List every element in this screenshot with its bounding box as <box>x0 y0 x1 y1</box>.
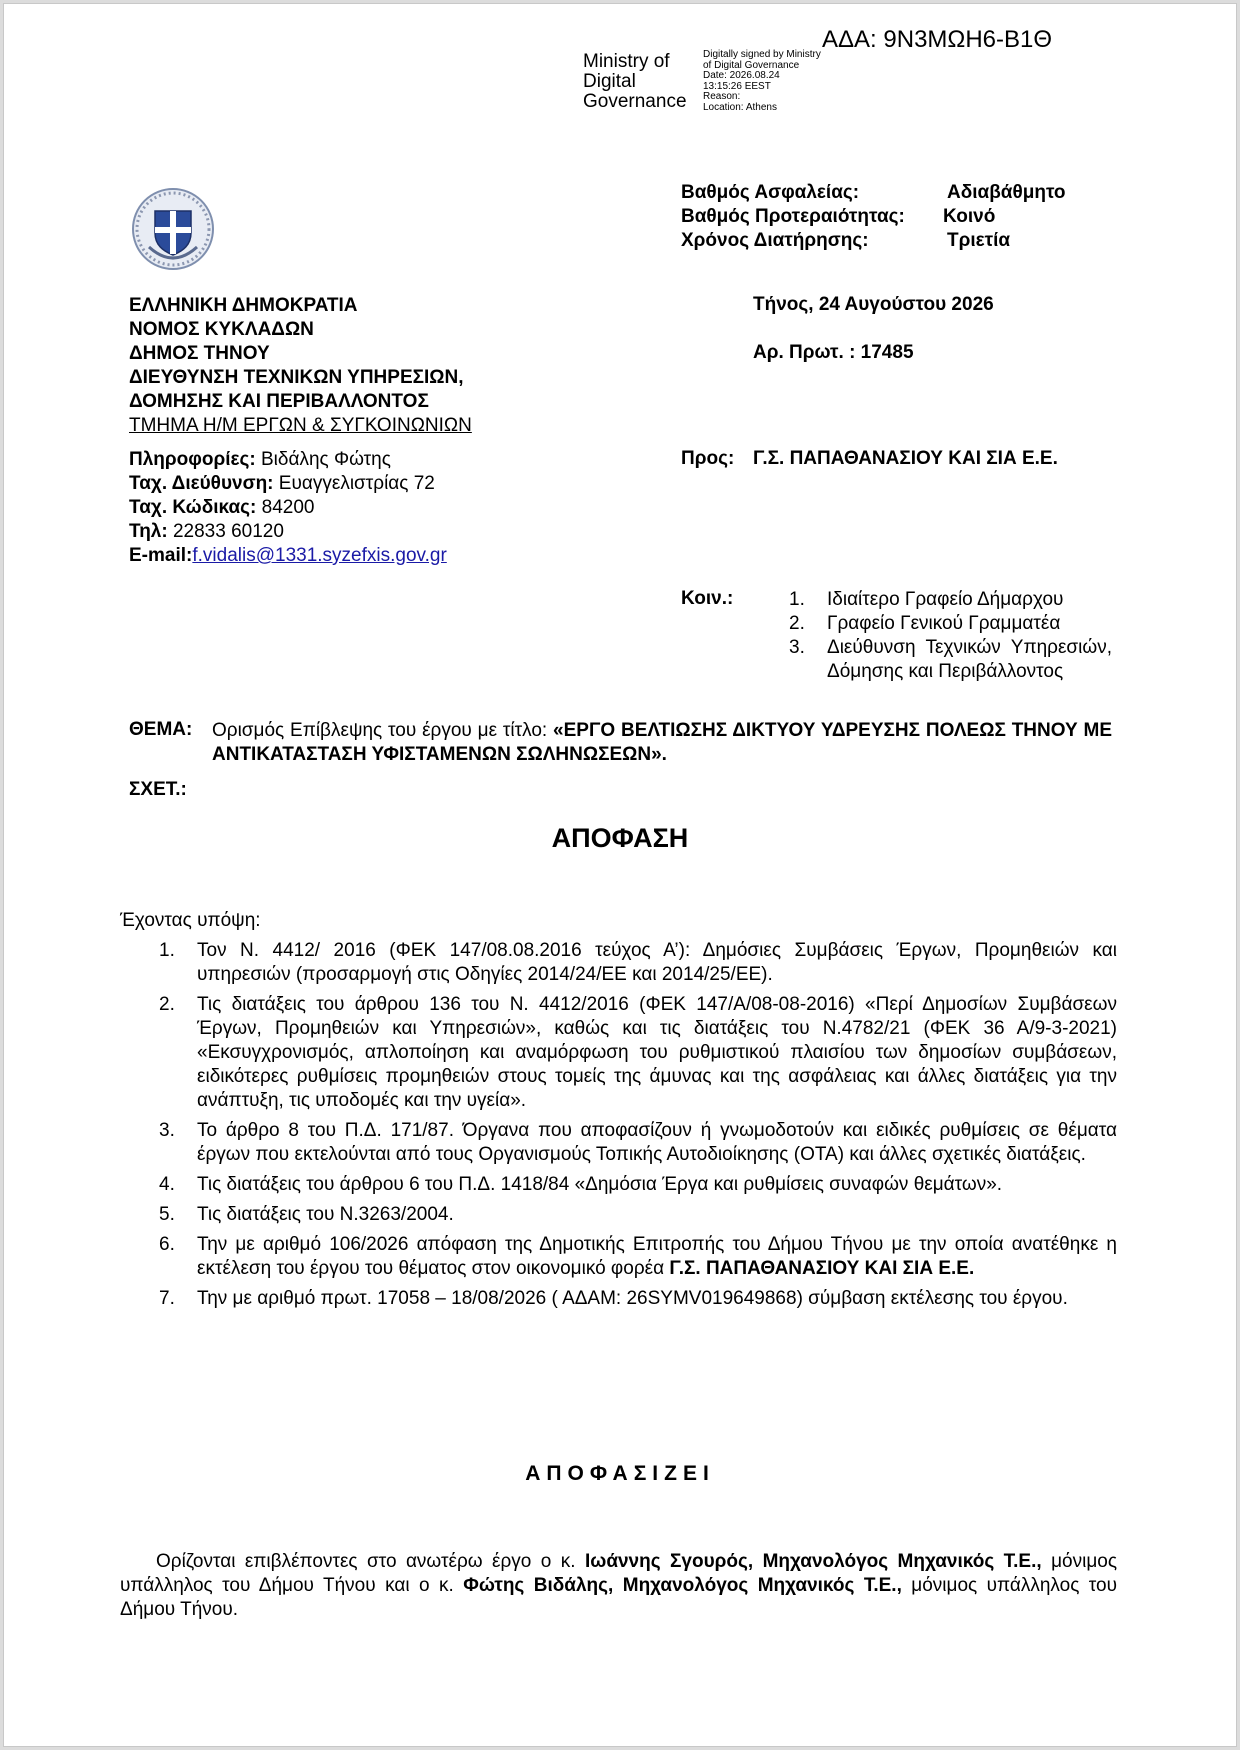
decision-text: μόνιμος υπάλληλος του Δήμου Τήνου. <box>120 1575 1117 1620</box>
priority-level-value: Κοινό <box>943 206 996 227</box>
issuer-line: ΝΟΜΟΣ ΚΥΚΛΑΔΩΝ <box>129 319 314 340</box>
cc-item-number: 1. <box>789 589 805 610</box>
item-number: 2. <box>159 994 175 1015</box>
retention-period-value: Τριετία <box>947 230 1011 251</box>
email-link[interactable]: f.vidalis@1331.syzefxis.gov.gr <box>192 545 447 566</box>
signature-detail-line: Location: Athens <box>703 101 777 113</box>
legal-basis-item <box>159 1119 1117 1167</box>
item-text: Την με αριθμό 106/2026 απόφαση της Δημοτικής Επιτροπής του Δήμου Τήνου με την οποία ανατέθηκε η εκτέλεση του έργου του θέματος στον οικονομικό φορέα <box>197 1234 1117 1279</box>
address-label: Ταχ. Διεύθυνση: <box>129 473 274 494</box>
place-date: Τήνος, 24 Αυγούστου 2026 <box>753 294 994 315</box>
item-text: Τον Ν. 4412/ 2016 (ΦΕΚ 147/08.08.2016 τεύχος Α’): Δημόσιες Συμβάσεις Έργων, Προμηθειών και υπηρεσιών (προσαρμογή στις Οδηγίες 2014/24/ΕΕ και 2014/25/ΕΕ). <box>197 940 1117 985</box>
contact-info <box>129 448 447 472</box>
signature-detail-line: Digitally signed by Ministry <box>703 49 821 60</box>
issuer-line: ΔΗΜΟΣ ΤΗΝΟΥ <box>129 343 270 364</box>
item-number: 4. <box>159 1174 175 1195</box>
cc-list <box>789 588 1112 684</box>
security-level-label: Βαθμός Ασφαλείας: <box>681 182 860 203</box>
cc-item <box>789 636 1112 684</box>
signature-org-line: Ministry of <box>583 51 670 72</box>
postcode-label: Ταχ. Κώδικας: <box>129 497 257 518</box>
contact-email <box>129 544 447 568</box>
cc-item <box>789 612 1112 636</box>
contractor-name: Γ.Σ. ΠΑΠΑΘΑΝΑΣΙΟΥ ΚΑΙ ΣΙΑ Ε.Ε. <box>669 1258 975 1279</box>
signature-organization <box>583 52 687 112</box>
signature-details <box>703 50 821 114</box>
item-number: 7. <box>159 1288 175 1309</box>
subject-intro: Ορισμός Επίβλεψης του έργου με τίτλο: <box>212 720 554 741</box>
related-label: ΣΧΕΤ.: <box>129 779 187 800</box>
decision-paragraph <box>120 1550 1117 1622</box>
item-number: 6. <box>159 1234 175 1255</box>
greek-coat-of-arms-icon <box>131 187 215 271</box>
supervisor-2: Φώτης Βιδάλης, Μηχανολόγος Μηχανικός Τ.Ε., <box>463 1575 902 1596</box>
info-label: Πληροφορίες: <box>129 449 256 470</box>
signature-detail-line: of Digital Governance <box>703 59 800 71</box>
legal-basis-item <box>159 993 1117 1113</box>
cc-item-number: 3. <box>789 637 805 658</box>
legal-basis-item <box>159 1287 1117 1311</box>
item-number: 1. <box>159 940 175 961</box>
cc-label: Κοιν.: <box>681 588 734 609</box>
recipient-name: Γ.Σ. ΠΑΠΑΘΑΝΑΣΙΟΥ ΚΑΙ ΣΙΑ Ε.Ε. <box>753 448 1058 469</box>
cc-item <box>789 588 1112 612</box>
phone-value: 22833 60120 <box>167 521 284 542</box>
item-number: 5. <box>159 1204 175 1225</box>
cc-item-text: Διεύθυνση Τεχνικών Υπηρεσιών, Δόμησης και Περιβάλλοντος <box>827 637 1112 682</box>
item-text: Την με αριθμό πρωτ. 17058 – 18/08/2026 ( ΑΔΑΜ: 26SYMV019649868) σύμβαση εκτέλεσης του έργου. <box>197 1288 1068 1309</box>
signature-detail-line: Reason: <box>703 91 741 103</box>
subject-label: ΘΕΜΑ: <box>129 719 193 740</box>
contact-phone <box>129 520 447 544</box>
phone-label: Τηλ: <box>129 521 168 542</box>
classification-labels <box>681 181 905 253</box>
signature-detail-line: Date: 2026.08.24 <box>703 70 780 82</box>
protocol-number: Αρ. Πρωτ. : 17485 <box>753 342 914 363</box>
postcode-value: 84200 <box>256 497 315 518</box>
decision-text: μόνιμος υπάλληλος του Δήμου Τήνου και ο κ. <box>120 1551 1117 1596</box>
legal-basis-item <box>159 1173 1117 1197</box>
info-value: Βιδάλης Φώτης <box>255 449 391 470</box>
signature-org-line: Governance <box>583 91 687 112</box>
contact-address <box>129 472 447 496</box>
subject-text <box>212 719 1112 767</box>
classification-values <box>943 181 1066 253</box>
contact-postcode <box>129 496 447 520</box>
item-text: Τις διατάξεις του Ν.3263/2004. <box>197 1204 454 1225</box>
legal-basis-item <box>159 1203 1117 1227</box>
issuer-line: ΕΛΛΗΝΙΚΗ ΔΗΜΟΚΡΑΤΙΑ <box>129 295 358 316</box>
subject-project-title: «ΕΡΓΟ ΒΕΛΤΙΩΣΗΣ ΔΙΚΤΥΟΥ ΥΔΡΕΥΣΗΣ ΠΟΛΕΩΣ ΤΗΝΟΥ ΜΕ ΑΝΤΙΚΑΤΑΣΤΑΣΗ ΥΦΙΣΤΑΜΕΝΩΝ ΣΩΛΗΝΩΣΕΩΝ». <box>212 720 1112 765</box>
department-name: ΤΜΗΜΑ Η/Μ ΕΡΓΩΝ & ΣΥΓΚΟΙΝΩΝΙΩΝ <box>129 415 472 436</box>
ada-code: ΑΔΑ: 9Ν3ΜΩΗ6-Β1Θ <box>822 26 1053 53</box>
legal-basis-item <box>159 939 1117 987</box>
priority-level-label: Βαθμός Προτεραιότητας: <box>681 206 905 227</box>
item-text: Τις διατάξεις του άρθρου 136 του Ν. 4412/2016 (ΦΕΚ 147/Α/08-08-2016) «Περί Δημοσίων Συμβάσεων Έργων, Προμηθειών και Υπηρεσιών», καθώς και τις διατάξεις του Ν.4782/21 (ΦΕΚ 36 Α/9-3-2021) «Εκσυγχρονισμός, απλοποίηση και αναμόρφωση του ρυθμιστικού πλαισίου των δημοσίων συμβάσεων, ειδικότερες ρυθμίσεις προμηθειών στους τομείς της άμυνας και της ασφάλειας και άλλες διατάξεις για την ανάπτυξη, τις υποδομές και την υγεία». <box>197 994 1117 1111</box>
security-level-value: Αδιαβάθμητο <box>947 182 1066 203</box>
item-number: 3. <box>159 1120 175 1141</box>
legal-basis-list <box>159 939 1117 1317</box>
issuer-block <box>129 294 472 438</box>
cc-item-text: Γραφείο Γενικού Γραμματέα <box>827 613 1061 634</box>
item-text: Τις διατάξεις του άρθρου 6 του Π.Δ. 1418/84 «Δημόσια Έργα και ρυθμίσεις συναφών θεμάτων». <box>197 1174 1003 1195</box>
cc-item-number: 2. <box>789 613 805 634</box>
issuer-line: ΔΙΕΥΘΥΝΣΗ ΤΕΧΝΙΚΩΝ ΥΠΗΡΕΣΙΩΝ, <box>129 367 464 388</box>
issuer-line: ΔΟΜΗΣΗΣ ΚΑΙ ΠΕΡΙΒΑΛΛΟΝΤΟΣ <box>129 391 429 412</box>
retention-period-label: Χρόνος Διατήρησης: <box>681 230 869 251</box>
considering-label: Έχοντας υπόψη: <box>120 910 261 931</box>
decision-heading: ΑΠΟΦΑΣΗ <box>551 823 689 853</box>
document-page <box>3 3 1237 1747</box>
cc-item-text: Ιδιαίτερο Γραφείο Δήμαρχου <box>827 589 1064 610</box>
signature-org-line: Digital <box>583 71 636 92</box>
legal-basis-item <box>159 1233 1117 1281</box>
supervisor-1: Ιωάννης Σγουρός, Μηχανολόγος Μηχανικός Τ.Ε., <box>584 1551 1042 1572</box>
recipient-label: Προς: <box>681 448 735 469</box>
email-label: E-mail: <box>129 545 193 566</box>
address-value: Ευαγγελιστρίας 72 <box>273 473 435 494</box>
decides-heading: ΑΠΟΦΑΣΙΖΕΙ <box>525 1462 715 1485</box>
item-text: Το άρθρο 8 του Π.Δ. 171/87. Όργανα που αποφασίζουν ή γνωμοδοτούν και ειδικές ρυθμίσεις σε θέματα έργων που εκτελούνται από τους Οργανισμούς Τοπικής Αυτοδιοίκησης (ΟΤΑ) και άλλες σχετικές διατάξεις. <box>197 1120 1117 1165</box>
signature-detail-line: 13:15:26 EEST <box>703 80 771 92</box>
decision-text: Ορίζονται επιβλέποντες στο ανωτέρω έργο ο κ. <box>156 1551 585 1572</box>
contact-block <box>129 448 447 568</box>
